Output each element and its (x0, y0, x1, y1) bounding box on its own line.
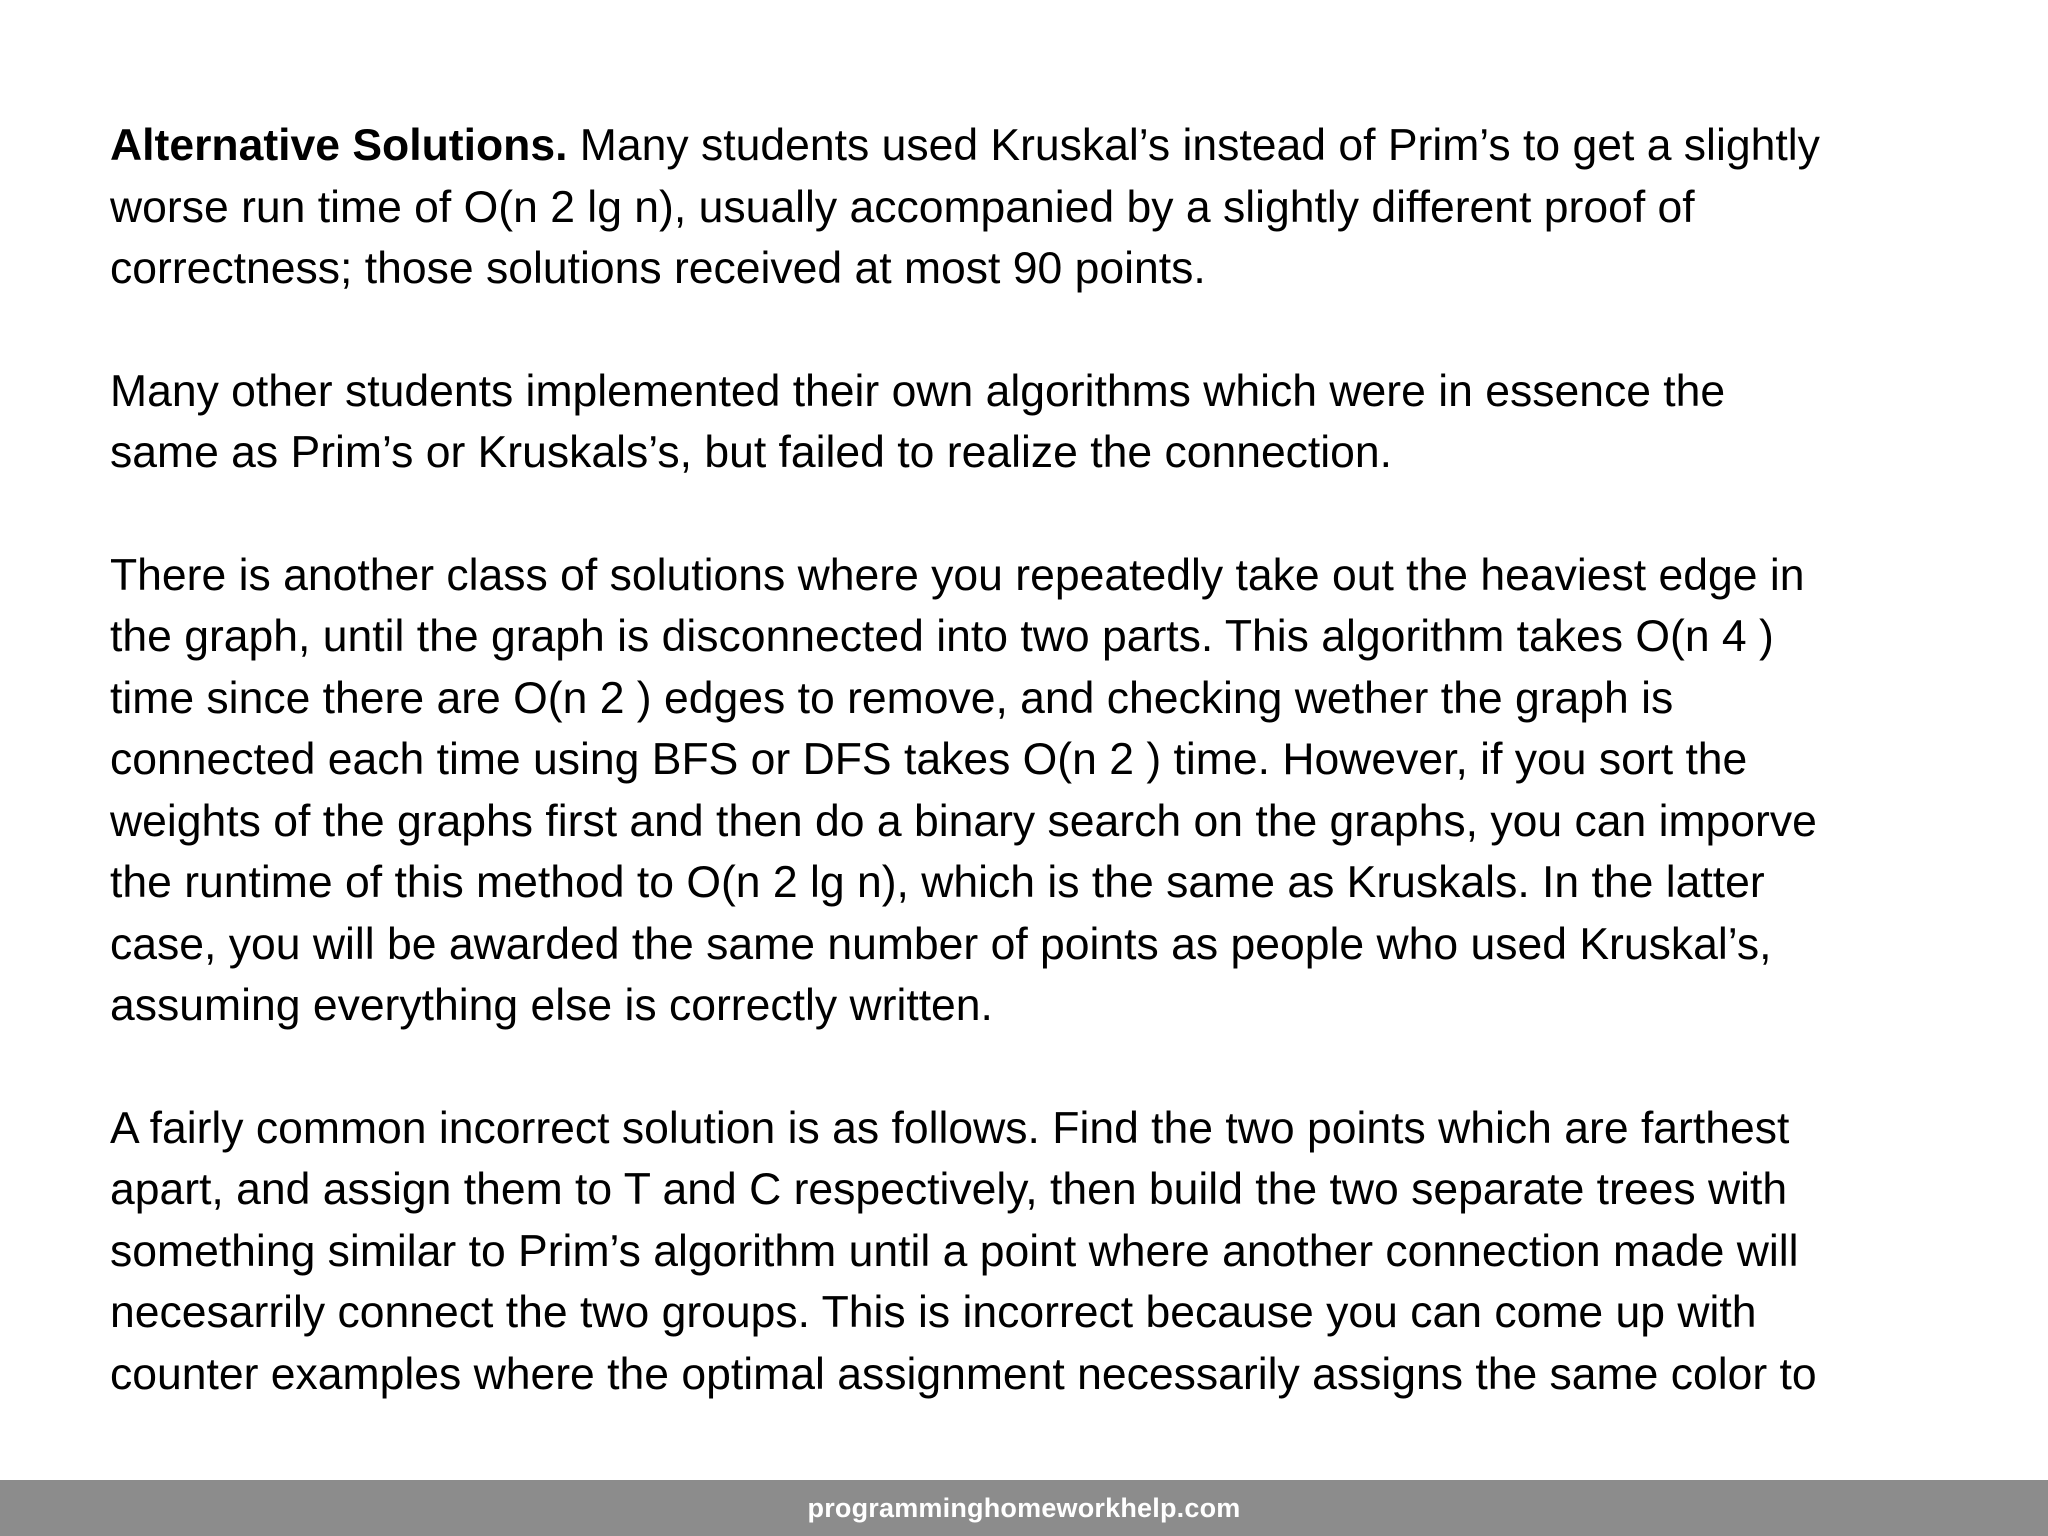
paragraph-heaviest-edge-method: There is another class of solutions where you repeatedly take out the heaviest edge in the graph, until the graph is disconnected into two parts. This algorithm takes O(n 4 ) time since there are O(n 2 ) edges to remove, and checking wether the graph is connected each time using BFS or DFS takes O(n 2 ) time. However, if you sort the weights of the graphs first and then do a binary search on the graphs, you can imporve the runtime of this method to O(n 2 lg n), which is the same as Kruskals. In the latter case, you will be awarded the same number of points as people who used Kruskal’s, assuming everything else is correctly written. (110, 550, 1817, 1030)
slide-body (110, 115, 1990, 1466)
footer-site-text: programminghomeworkhelp.com (807, 1492, 1241, 1523)
paragraph-incorrect-solution: A fairly common incorrect solution is as follows. Find the two points which are farthest apart, and assign them to T and C respectively, then build the two separate trees with something similar to Prim’s algorithm until a point where another connection made will necesarrily connect the two groups. This is incorrect because you can come up with counter examples where the optimal assignment necessarily assigns the same color to (110, 1103, 1817, 1399)
paragraph-alternative-solutions (110, 115, 1990, 300)
paragraph-own-algorithms: Many other students implemented their own algorithms which were in essence the same as Prim’s or Kruskals’s, but failed to realize the connection. (110, 366, 1726, 477)
alternative-solutions-text: Many students used Kruskal’s instead of Prim’s to get a slightly worse run time of O(n 2 lg n), usually accompanied by a slightly different proof of correctness; those solutions received at most 90 points. (110, 121, 1820, 293)
footer-bar (0, 1480, 2048, 1536)
alternative-solutions-heading: Alternative Solutions. (110, 121, 568, 170)
